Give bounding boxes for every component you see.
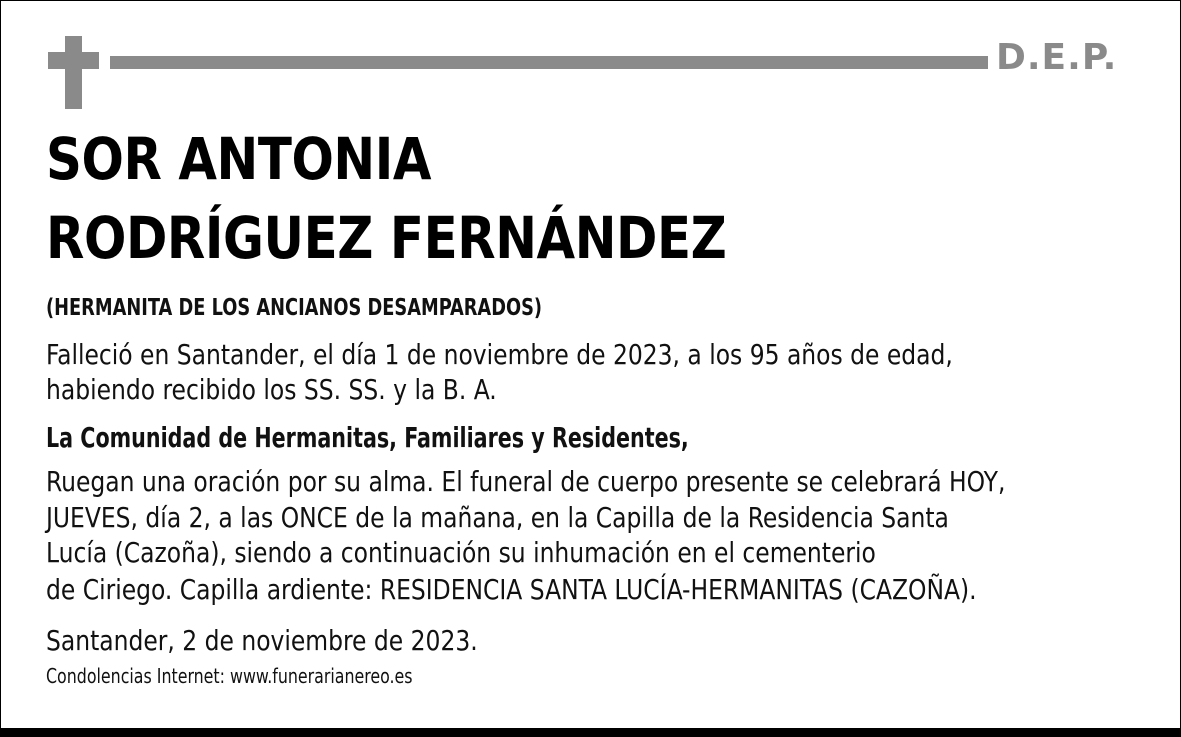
deceased-name-line1: SOR ANTONIA [46,125,432,193]
cross-icon [65,36,82,109]
funeral-line2: JUEVES, día 2, a las ONCE de la mañana, en la Capilla de la Residencia Santa [46,501,949,534]
dep-label: D.E.P. [996,37,1118,78]
death-notice-line2: habiendo recibido los SS. SS. y la B. A. [46,373,497,406]
funeral-line1: Ruegan una oración por su alma. El funeral de cuerpo presente se celebrará HOY, [46,465,1006,498]
funeral-line4: de Ciriego. Capilla ardiente: RESIDENCIA SANTA LUCÍA-HERMANITAS (CAZOÑA). [46,573,977,606]
deceased-name-line2: RODRÍGUEZ FERNÁNDEZ [46,204,727,272]
header-rule [110,56,988,69]
deceased-subtitle: (HERMANITA DE LOS ANCIANOS DESAMPARADOS) [46,295,543,321]
family-heading: La Comunidad de Hermanitas, Familiares y Residentes, [46,421,689,454]
death-notice-line1: Falleció en Santander, el día 1 de noviembre de 2023, a los 95 años de edad, [46,338,953,371]
signature-line: Santander, 2 de noviembre de 2023. [46,624,478,657]
condolences-link[interactable]: Condolencias Internet: www.funerarianereo.es [46,664,413,688]
cross-icon-bar [48,52,99,69]
funeral-line3: Lucía (Cazoña), siendo a continuación su inhumación en el cementerio [46,536,876,569]
